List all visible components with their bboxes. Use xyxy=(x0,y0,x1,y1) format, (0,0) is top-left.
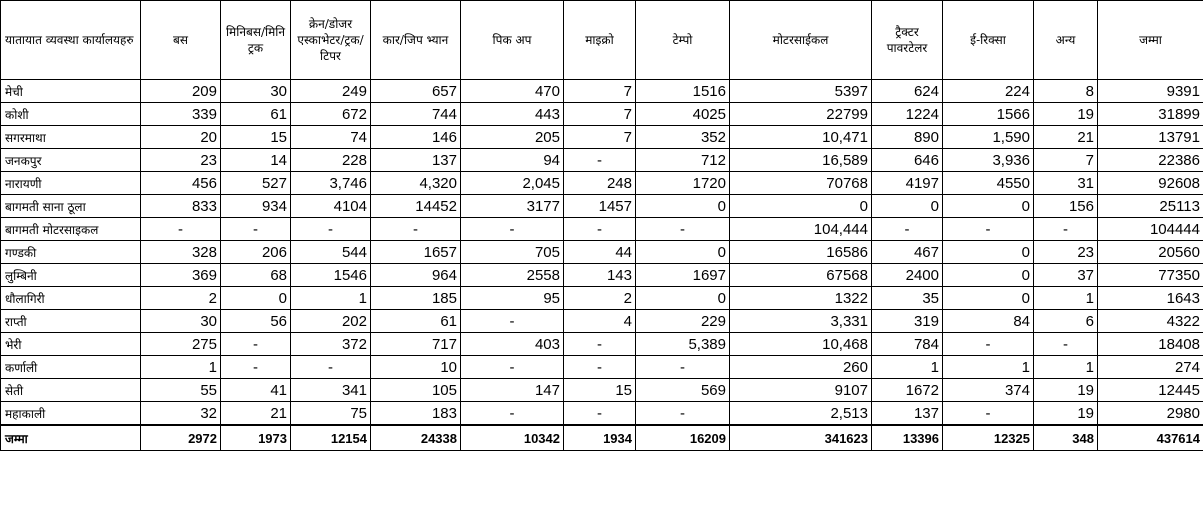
table-cell: 470 xyxy=(461,80,564,103)
table-cell: 37 xyxy=(1034,264,1098,287)
table-row xyxy=(1,379,1203,402)
table-cell: 7 xyxy=(564,80,636,103)
table-cell: 44 xyxy=(564,241,636,264)
table-cell: - xyxy=(461,218,564,241)
table-cell: 105 xyxy=(371,379,461,402)
table-cell: 1566 xyxy=(943,103,1034,126)
table-cell: 372 xyxy=(291,333,371,356)
table-cell: 14 xyxy=(221,149,291,172)
table-cell: - xyxy=(636,402,730,426)
table-cell: 437614 xyxy=(1098,425,1203,451)
column-header: अन्य xyxy=(1034,1,1098,80)
table-cell: 4,320 xyxy=(371,172,461,195)
table-cell: 61 xyxy=(371,310,461,333)
table-cell: 0 xyxy=(636,195,730,218)
table-cell: 10,468 xyxy=(730,333,872,356)
table-cell: 2558 xyxy=(461,264,564,287)
table-cell: 527 xyxy=(221,172,291,195)
table-cell: 1672 xyxy=(872,379,943,402)
column-header-office: यातायात व्यवस्था कार्यालयहरु xyxy=(1,1,141,80)
table-cell: 4197 xyxy=(872,172,943,195)
table-cell: 1516 xyxy=(636,80,730,103)
table-cell: 56 xyxy=(221,310,291,333)
table-cell: 229 xyxy=(636,310,730,333)
office-name: नारायणी xyxy=(1,172,141,195)
table-cell: - xyxy=(564,149,636,172)
table-cell: 1643 xyxy=(1098,287,1203,310)
office-name: महाकाली xyxy=(1,402,141,426)
table-cell: 624 xyxy=(872,80,943,103)
table-cell: 0 xyxy=(636,287,730,310)
table-cell: 0 xyxy=(730,195,872,218)
table-cell: 32 xyxy=(141,402,221,426)
table-cell: 717 xyxy=(371,333,461,356)
table-cell: 964 xyxy=(371,264,461,287)
table-cell: 403 xyxy=(461,333,564,356)
table-cell: 137 xyxy=(371,149,461,172)
office-name: मेची xyxy=(1,80,141,103)
table-cell: 1697 xyxy=(636,264,730,287)
table-cell: 55 xyxy=(141,379,221,402)
table-cell: 10 xyxy=(371,356,461,379)
table-cell: 352 xyxy=(636,126,730,149)
table-cell: 4 xyxy=(564,310,636,333)
table-cell: 104444 xyxy=(1098,218,1203,241)
table-cell: 35 xyxy=(872,287,943,310)
table-row xyxy=(1,172,1203,195)
table-cell: 328 xyxy=(141,241,221,264)
table-cell: 1720 xyxy=(636,172,730,195)
table-cell: 68 xyxy=(221,264,291,287)
table-cell: 0 xyxy=(943,287,1034,310)
table-cell: - xyxy=(564,333,636,356)
table-cell: - xyxy=(221,356,291,379)
table-cell: 1 xyxy=(291,287,371,310)
total-row xyxy=(1,425,1203,451)
office-name: सगरमाथा xyxy=(1,126,141,149)
table-cell: 2400 xyxy=(872,264,943,287)
table-cell: 31 xyxy=(1034,172,1098,195)
table-cell: 67568 xyxy=(730,264,872,287)
table-cell: 0 xyxy=(221,287,291,310)
table-row xyxy=(1,310,1203,333)
table-cell: 3,746 xyxy=(291,172,371,195)
table-row xyxy=(1,287,1203,310)
table-cell: 18408 xyxy=(1098,333,1203,356)
table-cell: 13791 xyxy=(1098,126,1203,149)
table-cell: 77350 xyxy=(1098,264,1203,287)
table-cell: 1 xyxy=(141,356,221,379)
table-cell: 5397 xyxy=(730,80,872,103)
table-cell: 339 xyxy=(141,103,221,126)
table-cell: - xyxy=(943,333,1034,356)
table-cell: - xyxy=(943,402,1034,426)
table-cell: 8 xyxy=(1034,80,1098,103)
table-row xyxy=(1,241,1203,264)
table-cell: 1 xyxy=(1034,356,1098,379)
table-cell: 23 xyxy=(1034,241,1098,264)
table-cell: 16,589 xyxy=(730,149,872,172)
table-cell: 75 xyxy=(291,402,371,426)
table-cell: 202 xyxy=(291,310,371,333)
column-header: टेम्पो xyxy=(636,1,730,80)
office-name: धौलागिरी xyxy=(1,287,141,310)
table-cell: 5,389 xyxy=(636,333,730,356)
table-cell: 74 xyxy=(291,126,371,149)
table-cell: 137 xyxy=(872,402,943,426)
table-cell: 41 xyxy=(221,379,291,402)
table-cell: 21 xyxy=(221,402,291,426)
table-cell: 185 xyxy=(371,287,461,310)
table-cell: 2980 xyxy=(1098,402,1203,426)
table-cell: 249 xyxy=(291,80,371,103)
table-cell: 147 xyxy=(461,379,564,402)
table-cell: 16586 xyxy=(730,241,872,264)
table-cell: 24338 xyxy=(371,425,461,451)
table-cell: 833 xyxy=(141,195,221,218)
table-cell: 1546 xyxy=(291,264,371,287)
table-row xyxy=(1,356,1203,379)
table-cell: 30 xyxy=(141,310,221,333)
table-cell: 30 xyxy=(221,80,291,103)
table-cell: 22386 xyxy=(1098,149,1203,172)
table-row xyxy=(1,149,1203,172)
table-cell: 183 xyxy=(371,402,461,426)
table-cell: 369 xyxy=(141,264,221,287)
table-cell: - xyxy=(564,402,636,426)
table-cell: 0 xyxy=(943,264,1034,287)
column-header: ट्रैक्टर पावरटेलर xyxy=(872,1,943,80)
table-cell: 443 xyxy=(461,103,564,126)
table-cell: 341623 xyxy=(730,425,872,451)
table-cell: 2,513 xyxy=(730,402,872,426)
table-cell: 25113 xyxy=(1098,195,1203,218)
table-cell: 16209 xyxy=(636,425,730,451)
table-cell: 1457 xyxy=(564,195,636,218)
office-name: गण्डकी xyxy=(1,241,141,264)
table-cell: 84 xyxy=(943,310,1034,333)
table-row xyxy=(1,402,1203,426)
table-cell: - xyxy=(636,356,730,379)
table-cell: 2,045 xyxy=(461,172,564,195)
table-cell: 1 xyxy=(872,356,943,379)
table-cell: 19 xyxy=(1034,103,1098,126)
table-row xyxy=(1,103,1203,126)
office-name: लुम्बिनी xyxy=(1,264,141,287)
table-cell: 143 xyxy=(564,264,636,287)
table-cell: 2 xyxy=(564,287,636,310)
table-cell: 6 xyxy=(1034,310,1098,333)
table-cell: 224 xyxy=(943,80,1034,103)
table-cell: 21 xyxy=(1034,126,1098,149)
column-header: बस xyxy=(141,1,221,80)
table-cell: 209 xyxy=(141,80,221,103)
table-cell: - xyxy=(141,218,221,241)
table-cell: 70768 xyxy=(730,172,872,195)
column-header: जम्मा xyxy=(1098,1,1203,80)
table-cell: 712 xyxy=(636,149,730,172)
table-cell: 467 xyxy=(872,241,943,264)
table-cell: 14452 xyxy=(371,195,461,218)
table-cell: 13396 xyxy=(872,425,943,451)
table-cell: - xyxy=(1034,333,1098,356)
table-cell: 31899 xyxy=(1098,103,1203,126)
table-row xyxy=(1,195,1203,218)
table-cell: 3,936 xyxy=(943,149,1034,172)
table-cell: 1 xyxy=(1034,287,1098,310)
table-cell: 104,444 xyxy=(730,218,872,241)
table-cell: 7 xyxy=(564,126,636,149)
table-cell: 22799 xyxy=(730,103,872,126)
table-cell: 890 xyxy=(872,126,943,149)
table-cell: 19 xyxy=(1034,402,1098,426)
table-cell: 9107 xyxy=(730,379,872,402)
table-row xyxy=(1,264,1203,287)
table-cell: 1973 xyxy=(221,425,291,451)
table-cell: 3,331 xyxy=(730,310,872,333)
table-cell: 4550 xyxy=(943,172,1034,195)
column-header: ई-रिक्सा xyxy=(943,1,1034,80)
table-cell: 705 xyxy=(461,241,564,264)
table-cell: - xyxy=(1034,218,1098,241)
table-cell: 934 xyxy=(221,195,291,218)
table-cell: 61 xyxy=(221,103,291,126)
table-row xyxy=(1,333,1203,356)
office-name: राप्ती xyxy=(1,310,141,333)
table-cell: 7 xyxy=(1034,149,1098,172)
table-cell: 15 xyxy=(564,379,636,402)
table-cell: 2972 xyxy=(141,425,221,451)
table-cell: - xyxy=(461,356,564,379)
column-header: क्रेन/डोजर एस्काभेटर/ट्रक/टिपर xyxy=(291,1,371,80)
table-cell: 156 xyxy=(1034,195,1098,218)
column-header: पिक अप xyxy=(461,1,564,80)
table-cell: 784 xyxy=(872,333,943,356)
table-cell: 12154 xyxy=(291,425,371,451)
table-cell: 348 xyxy=(1034,425,1098,451)
table-cell: 248 xyxy=(564,172,636,195)
column-header: कार/जिप भ्यान xyxy=(371,1,461,80)
table-cell: - xyxy=(291,356,371,379)
table-cell: 205 xyxy=(461,126,564,149)
column-header: माइक्रो xyxy=(564,1,636,80)
table-cell: 275 xyxy=(141,333,221,356)
table-cell: 95 xyxy=(461,287,564,310)
table-cell: - xyxy=(221,333,291,356)
table-cell: 0 xyxy=(943,241,1034,264)
table-cell: 20 xyxy=(141,126,221,149)
table-cell: 3177 xyxy=(461,195,564,218)
column-header: मोटरसाईकल xyxy=(730,1,872,80)
table-row xyxy=(1,218,1203,241)
table-cell: - xyxy=(564,218,636,241)
table-cell: - xyxy=(291,218,371,241)
table-cell: 319 xyxy=(872,310,943,333)
table-cell: 2 xyxy=(141,287,221,310)
table-cell: 4322 xyxy=(1098,310,1203,333)
table-row xyxy=(1,80,1203,103)
table-cell: 544 xyxy=(291,241,371,264)
table-cell: - xyxy=(564,356,636,379)
table-cell: 4104 xyxy=(291,195,371,218)
table-cell: 0 xyxy=(872,195,943,218)
table-row xyxy=(1,126,1203,149)
office-name: भेरी xyxy=(1,333,141,356)
table-cell: - xyxy=(872,218,943,241)
table-cell: 9391 xyxy=(1098,80,1203,103)
table-cell: 23 xyxy=(141,149,221,172)
table-cell: 646 xyxy=(872,149,943,172)
table-cell: 10,471 xyxy=(730,126,872,149)
table-cell: 374 xyxy=(943,379,1034,402)
table-cell: 569 xyxy=(636,379,730,402)
office-name: कोशी xyxy=(1,103,141,126)
table-cell: - xyxy=(371,218,461,241)
table-cell: 1934 xyxy=(564,425,636,451)
table-cell: 1657 xyxy=(371,241,461,264)
table-cell: - xyxy=(636,218,730,241)
table-cell: 0 xyxy=(943,195,1034,218)
table-cell: 1 xyxy=(943,356,1034,379)
table-cell: 20560 xyxy=(1098,241,1203,264)
table-cell: 19 xyxy=(1034,379,1098,402)
table-cell: - xyxy=(943,218,1034,241)
table-cell: - xyxy=(461,402,564,426)
table-cell: 7 xyxy=(564,103,636,126)
table-cell: 341 xyxy=(291,379,371,402)
table-cell: - xyxy=(461,310,564,333)
table-cell: 228 xyxy=(291,149,371,172)
office-name: बागमती मोटरसाइकल xyxy=(1,218,141,241)
table-cell: 1,590 xyxy=(943,126,1034,149)
table-cell: 1322 xyxy=(730,287,872,310)
table-cell: 10342 xyxy=(461,425,564,451)
table-cell: 12445 xyxy=(1098,379,1203,402)
table-cell: - xyxy=(221,218,291,241)
table-cell: 456 xyxy=(141,172,221,195)
table-cell: 0 xyxy=(636,241,730,264)
table-cell: 672 xyxy=(291,103,371,126)
office-name: कर्णाली xyxy=(1,356,141,379)
table-cell: 657 xyxy=(371,80,461,103)
table-cell: 146 xyxy=(371,126,461,149)
table-cell: 94 xyxy=(461,149,564,172)
table-cell: 260 xyxy=(730,356,872,379)
table-cell: 1224 xyxy=(872,103,943,126)
office-name: सेती xyxy=(1,379,141,402)
table-cell: 744 xyxy=(371,103,461,126)
table-cell: 4025 xyxy=(636,103,730,126)
table-cell: 274 xyxy=(1098,356,1203,379)
total-label: जम्मा xyxy=(1,425,141,451)
table-cell: 15 xyxy=(221,126,291,149)
table-cell: 206 xyxy=(221,241,291,264)
office-name: जनकपुर xyxy=(1,149,141,172)
office-name: बागमती साना ठूला xyxy=(1,195,141,218)
header-row xyxy=(1,1,1203,80)
table-cell: 12325 xyxy=(943,425,1034,451)
table-cell: 92608 xyxy=(1098,172,1203,195)
column-header: मिनिबस/मिनि ट्रक xyxy=(221,1,291,80)
